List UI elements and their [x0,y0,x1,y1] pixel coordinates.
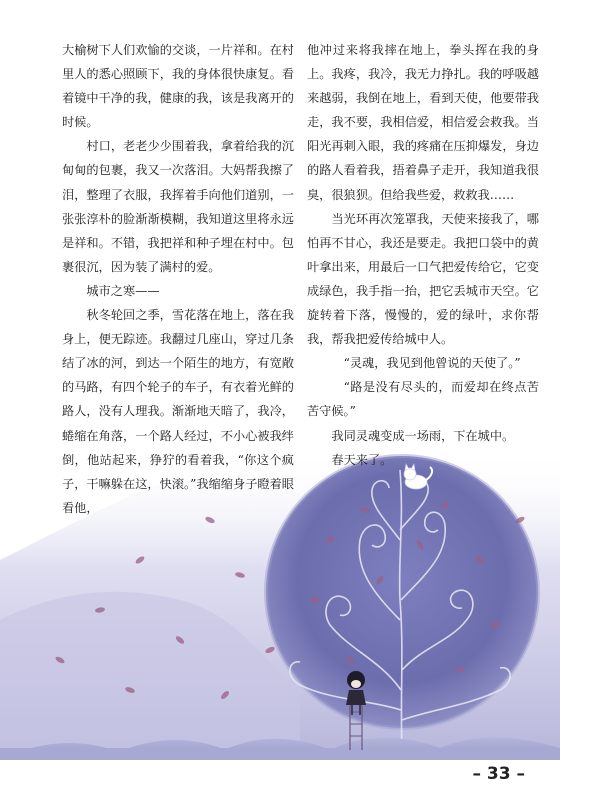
paragraph: 村口，老老少少围着我，拿着给我的沉甸甸的包裹，我又一次落泪。大妈帮我擦了泪，整理了衣服，我挥着手向他们道别，一张张淳朴的脸渐渐模糊，我知道这里将永远是祥和。不错，我把祥和种子埋在村中。包裹很沉，因为装了满村的爱。 [62,139,294,274]
right-text-column [307,38,539,472]
left-text-column [62,38,294,520]
section-heading: 城市之寒—— [86,283,160,298]
paragraph: 秋冬轮回之季，雪花落在地上，落在我身上，便无踪迹。我翻过几座山，穿过几条结了冰的河，到达一个陌生的地方，有宽敞的马路，有四个轮子的车子，有衣着光鲜的路人，没有人理我。渐渐地天暗了，我冷，蜷缩在角落，一个路人经过，不小心被我绊倒，他站起来，狰狞的看着我，“你这个疯子，干嘛躲在这，快滚。”我缩缩身子瞪着眼看他， [62,308,294,515]
paragraph: 我同灵魂变成一场雨，下在城中。 [331,428,515,443]
quote-line: “灵魂，我见到他曾说的天使了。” [343,356,521,371]
paragraph: 他冲过来将我摔在地上，拳头挥在我的身上。我疼，我冷，我无力挣扎。我的呼吸越来越弱，我倒在地上，看到天使，他要带我走，我不要，我相信爱，相信爱会救我。当阳光再刺入眼，我的疼痛在压抑爆发，身边的路人看着我，捂着鼻子走开，我知道我很臭，很狼狈。但给我些爱，救救我…… [307,43,539,202]
quote-line: “路是没有尽头的，而爱却在终点苦苦守候。” [307,380,539,419]
page-number: – 33 – [472,764,525,784]
paragraph: 春天来了。 [331,452,393,467]
paragraph: 大榆树下人们欢愉的交谈，一片祥和。在村里人的悉心照顾下，我的身体很快康复。看着镜中干净的我，健康的我，该是我离开的时候。 [62,43,294,130]
paragraph: 当光环再次笼罩我，天使来接我了，哪怕再不甘心，我还是要走。我把口袋中的黄叶拿出来，用最后一口气把爱传给它，它变成绿色，我手指一抬，把它丢城市天空。它旋转着下落，慢慢的，爱的绿叶，求你帮我，帮我把爱传给城中人。 [307,211,539,347]
